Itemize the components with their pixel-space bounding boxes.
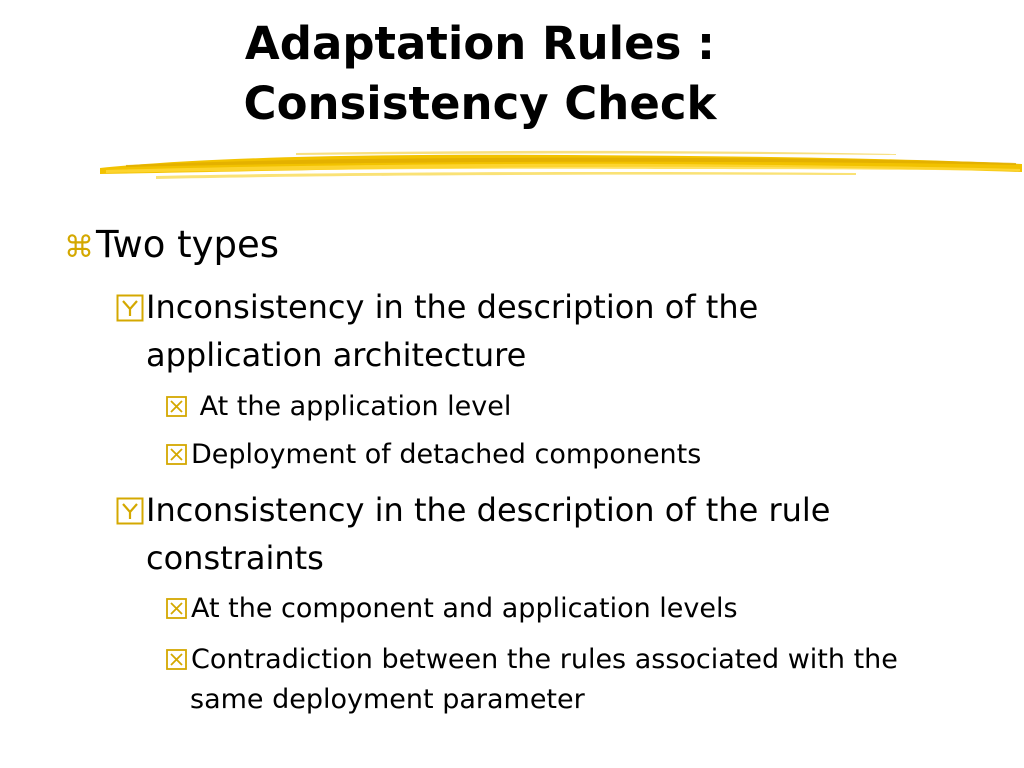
bullet-two-types	[64, 222, 279, 271]
slide-title-line-1: Adaptation Rules :	[244, 17, 716, 70]
bullet-detached-components	[166, 435, 956, 475]
bullet-component-application-levels	[166, 589, 956, 629]
checkbox-x-icon	[166, 389, 187, 410]
bullet-application-level-text: At the application level	[191, 391, 512, 422]
bullet-detached-components-text: Deployment of detached components	[191, 439, 702, 470]
bullet-component-application-levels-text: At the component and application levels	[191, 593, 738, 624]
checkbox-x-icon	[166, 642, 187, 663]
bullet-contradiction-rules	[166, 640, 956, 720]
slide-title	[0, 14, 960, 134]
bullet-application-level	[166, 387, 956, 427]
checkbox-x-icon	[166, 591, 187, 612]
title-brush-stroke	[96, 146, 1024, 186]
bullet-two-types-text: Two types	[96, 223, 280, 266]
bullet-inconsistency-rule-constraints	[116, 486, 916, 582]
bullet-inconsistency-architecture-text: Inconsistency in the description of the application architecture	[146, 288, 759, 374]
checkbox-y-icon	[116, 287, 144, 315]
command-key-icon: ⌘	[64, 230, 94, 265]
checkbox-x-icon	[166, 437, 187, 458]
checkbox-y-icon	[116, 490, 144, 518]
bullet-inconsistency-rule-constraints-text: Inconsistency in the description of the rule constraints	[146, 491, 831, 577]
bullet-inconsistency-architecture	[116, 283, 916, 379]
slide-title-line-2: Consistency Check	[243, 77, 717, 130]
bullet-contradiction-rules-text: Contradiction between the rules associated with the same deployment parameter	[190, 644, 898, 715]
